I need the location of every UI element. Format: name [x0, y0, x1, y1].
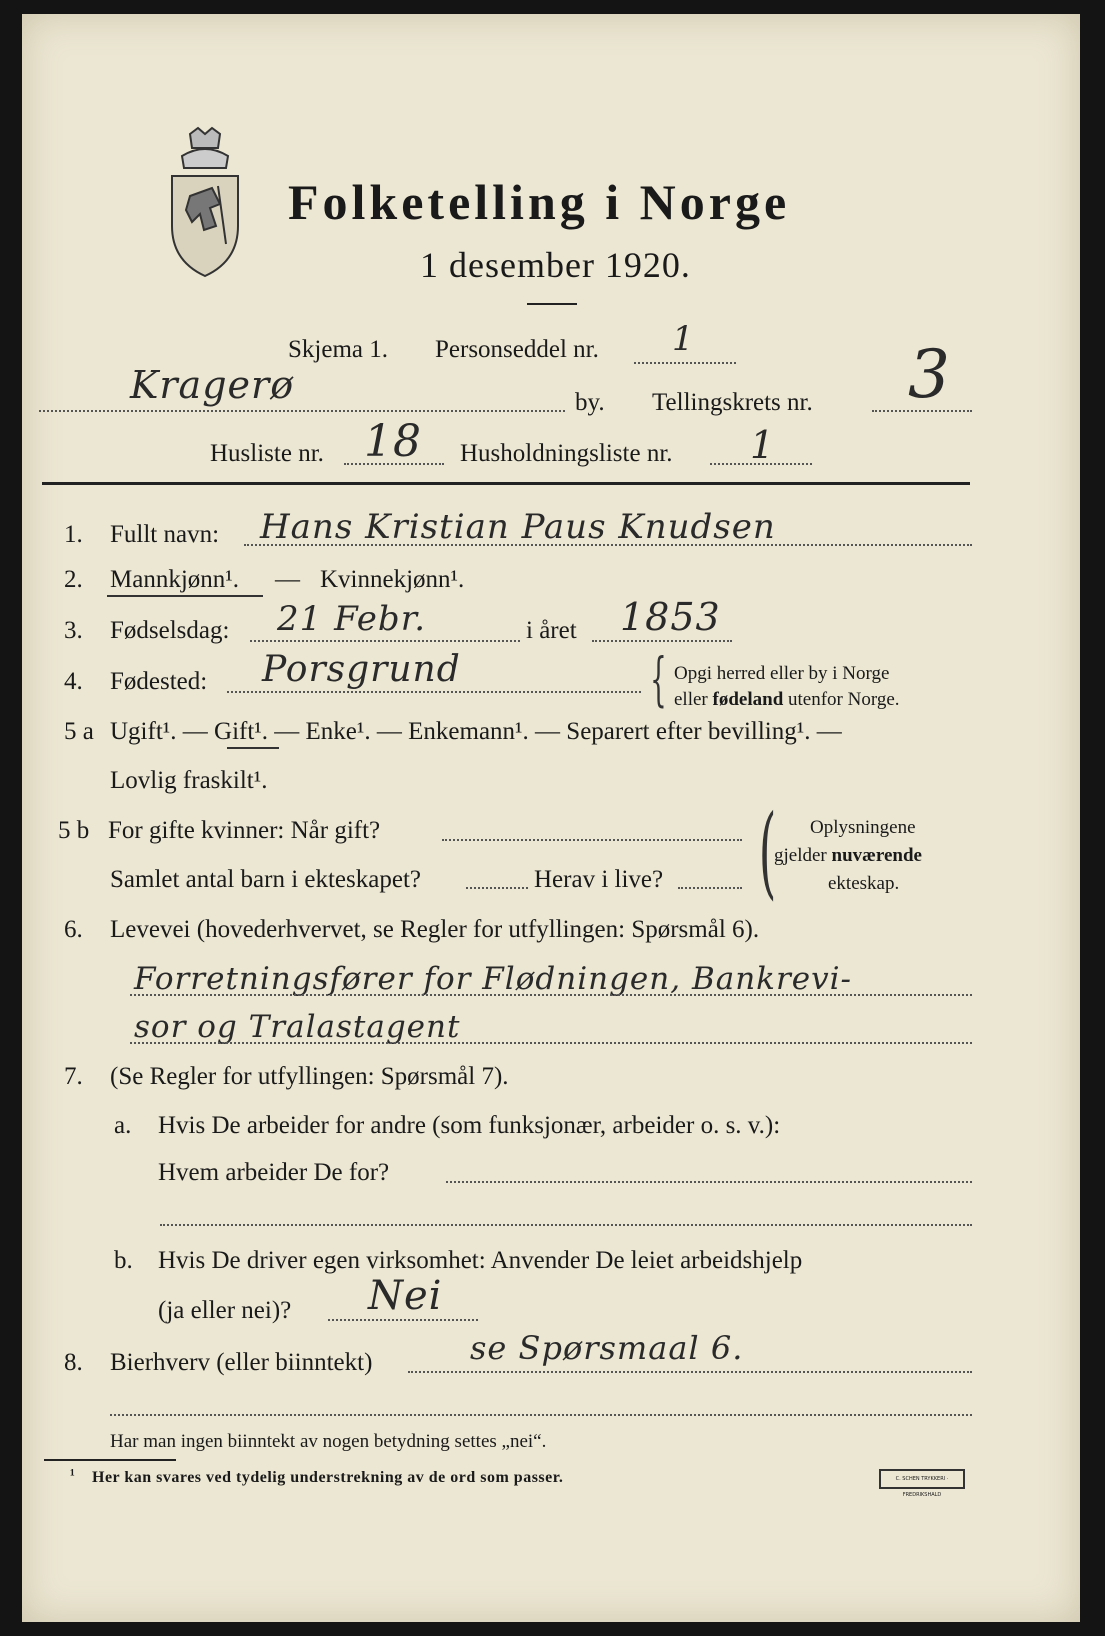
title-separator [527, 303, 577, 305]
q5a-number: 5 a [64, 718, 94, 745]
q7a-letter: a. [114, 1112, 132, 1139]
q5b-note-line1: Oplysningene [810, 817, 916, 838]
printer-stamp-text: C. SCHEN TRYKKERI · FREDRIKSHALD [895, 1476, 949, 1498]
q4-label: Fødested: [110, 668, 208, 695]
q2-number: 2. [64, 566, 83, 593]
q7b-line [328, 1319, 478, 1321]
q5b-alive-label: Herav i live? [534, 866, 664, 893]
q2-separator: — [275, 566, 300, 593]
q8-line [408, 1371, 972, 1373]
q6-occupation-line1[interactable]: Forretningsfører for Flødningen, Bankrevi- [134, 961, 853, 997]
q8-number: 8. [64, 1349, 83, 1376]
q5a-gift-underline [227, 747, 279, 749]
q7b-line2: (ja eller nei)? [158, 1297, 292, 1324]
q7a-line-extra [160, 1224, 972, 1226]
printer-stamp [879, 1469, 965, 1498]
q5b-note-line3: ekteskap. [828, 873, 900, 894]
place-line [39, 410, 565, 412]
q7a-line [446, 1181, 972, 1183]
q5a-options-line2[interactable]: Lovlig fraskilt¹. [110, 767, 268, 794]
q4-note-bold: fødeland [712, 689, 784, 710]
q6-label: Levevei (hovederhvervet, se Regler for utfyllingen: Spørsmål 6). [110, 916, 760, 943]
q5b-line1: For gifte kvinner: Når gift? [108, 817, 381, 844]
q1-full-name[interactable]: Hans Kristian Paus Knudsen [260, 507, 776, 547]
q3-birth-year[interactable]: 1853 [620, 595, 721, 639]
footnote-mark: ¹ [70, 1467, 75, 1484]
q5b-note-line2 [774, 846, 922, 865]
q5b-children-label: Samlet antal barn i ekteskapet? [110, 866, 421, 893]
q5b-note-pre: gjelder [774, 845, 827, 866]
q3-day-line [250, 640, 520, 642]
q3-birth-day[interactable]: 21 Febr. [277, 599, 427, 639]
q6-occupation-line2[interactable]: sor og Tralastagent [134, 1009, 461, 1045]
footer-note: Har man ingen biinntekt av nogen betydning settes „nei“. [110, 1431, 547, 1452]
q4-birthplace[interactable]: Porsgrund [262, 649, 461, 690]
q5b-brace: ( [758, 793, 777, 910]
q4-note-line1: Opgi herred eller by i Norge [674, 663, 890, 684]
q4-note-pre: eller [674, 689, 708, 710]
q8-label: Bierhverv (eller biinntekt) [110, 1349, 373, 1376]
by-label: by. [575, 389, 605, 416]
q5b-number: 5 b [58, 817, 90, 844]
q3-year-label: i året [526, 617, 577, 644]
q3-number: 3. [64, 617, 83, 644]
q5b-note-bold: nuværende [831, 845, 922, 866]
q4-note-post: utenfor Norge. [788, 689, 900, 710]
q7-number: 7. [64, 1063, 83, 1090]
footnote-text: Her kan svares ved tydelig understrekning av de ord som passer. [92, 1469, 564, 1486]
tellingskrets-label: Tellingskrets nr. [652, 389, 813, 416]
q3-year-line [592, 640, 732, 642]
q6-line1 [130, 994, 972, 996]
q7b-answer[interactable]: Nei [368, 1273, 443, 1319]
tellingskrets-value[interactable]: 3 [908, 336, 951, 413]
q8-answer[interactable]: se Spørsmaal 6. [470, 1329, 744, 1367]
q5a-options[interactable]: Ugift¹. — Gift¹. — Enke¹. — Enkemann¹. — Separert efter bevilling¹. — [110, 718, 842, 745]
footnote-rule [44, 1459, 176, 1461]
personseddel-line [634, 362, 736, 364]
q7a-line1: Hvis De arbeider for andre (som funksjonær, arbeider o. s. v.): [158, 1112, 781, 1139]
husliste-label: Husliste nr. [210, 440, 324, 467]
census-date: 1 desember 1920. [420, 245, 691, 285]
q2-male-underline [107, 595, 263, 597]
q7b-line1: Hvis De driver egen virksomhet: Anvender De leiet arbeidshjelp [158, 1247, 803, 1274]
skjema-label: Skjema 1. [288, 336, 388, 363]
husholdningsliste-value[interactable]: 1 [750, 423, 776, 467]
q4-number: 4. [64, 668, 83, 695]
q1-label: Fullt navn: [110, 521, 220, 548]
q1-number: 1. [64, 521, 83, 548]
q4-brace: { [650, 645, 667, 713]
q3-label: Fødselsdag: [110, 617, 230, 644]
q6-number: 6. [64, 916, 83, 943]
q2-female-option[interactable]: Kvinnekjønn¹. [320, 566, 465, 593]
q5b-when-line [442, 839, 742, 841]
q2-male-option[interactable]: Mannkjønn¹. [110, 566, 240, 593]
husholdningsliste-label: Husholdningsliste nr. [460, 440, 673, 467]
q7a-line2: Hvem arbeider De for? [158, 1159, 390, 1186]
form-title: Folketelling i Norge [288, 174, 791, 230]
husliste-value[interactable]: 18 [364, 416, 422, 467]
coat-of-arms-icon [160, 126, 250, 278]
header-rule [42, 482, 970, 485]
q8-line-extra [110, 1414, 972, 1416]
q7-label: (Se Regler for utfyllingen: Spørsmål 7). [110, 1063, 509, 1090]
personseddel-value[interactable]: 1 [672, 319, 695, 359]
q5b-alive-line [678, 887, 742, 889]
q4-line [227, 691, 641, 693]
personseddel-label: Personseddel nr. [435, 336, 599, 363]
q7b-letter: b. [114, 1247, 133, 1274]
q6-line2 [130, 1042, 972, 1044]
census-form [22, 14, 1080, 1622]
q5b-children-line [466, 887, 528, 889]
place-value[interactable]: Kragerø [130, 363, 295, 407]
q4-note-line2 [674, 690, 900, 709]
